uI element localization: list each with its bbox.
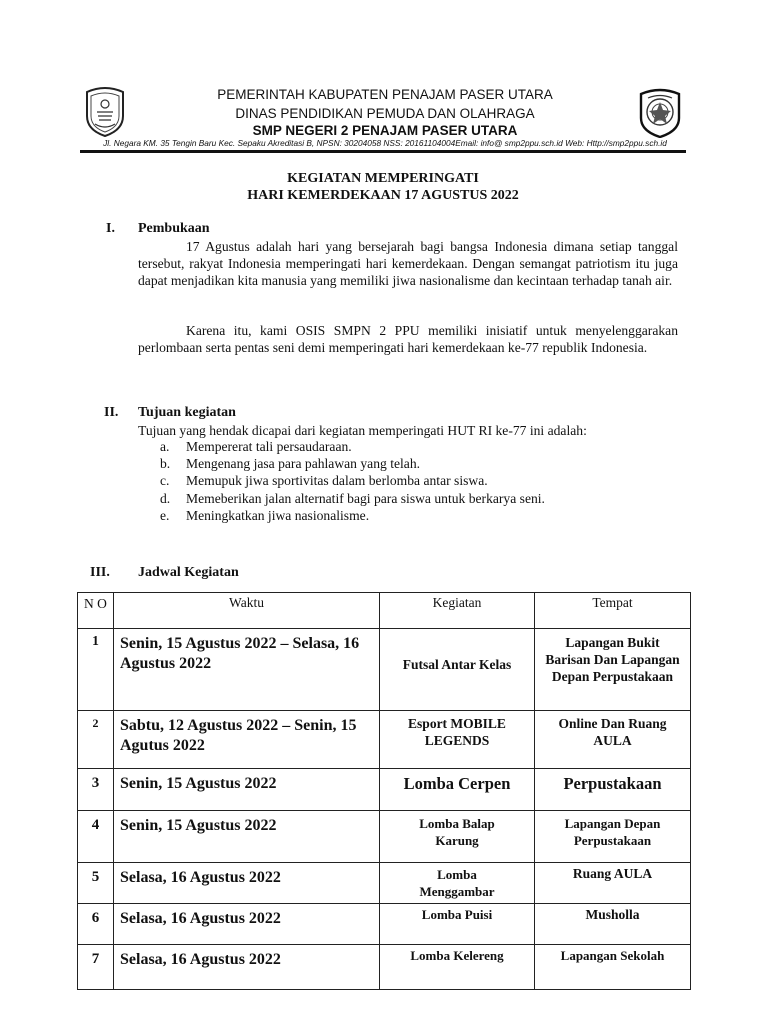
list-item-text: Meningkatkan jiwa nasionalisme. bbox=[186, 507, 370, 523]
row-waktu: Senin, 15 Agustus 2022 – Selasa, 16 Agustus 2022 bbox=[114, 629, 380, 711]
section-1-body bbox=[138, 238, 678, 289]
list-item-text: Memeberikan jalan alternatif bagi para siswa untuk berkarya seni. bbox=[186, 490, 545, 506]
opening-paragraph: 17 Agustus adalah hari yang bersejarah bagi bangsa Indonesia dimana setiap tanggal tersebut, rakyat Indonesia memperingati hari kemerdekaan. Dengan semangat patriotism itu juga dapat menjadikan kita manusia yang memiliki jiwa nasionalisme dan kecintaan terhadap tanah air. bbox=[138, 239, 678, 288]
row-kegiatan: Lomba Puisi bbox=[380, 904, 535, 945]
section-1-number: I. bbox=[106, 221, 115, 236]
row-no: 7 bbox=[78, 945, 114, 990]
row-kegiatan: Lomba Menggambar bbox=[380, 863, 535, 904]
document-title: KEGIATAN MEMPERINGATI bbox=[287, 171, 479, 186]
list-marker: d. bbox=[160, 490, 171, 506]
row-waktu: Selasa, 16 Agustus 2022 bbox=[114, 904, 380, 945]
table-row bbox=[78, 863, 691, 904]
row-kegiatan: Futsal Antar Kelas bbox=[380, 629, 535, 711]
row-kegiatan: Esport MOBILE LEGENDS bbox=[380, 711, 535, 769]
list-item-text: Mempererat tali persaudaraan. bbox=[186, 439, 352, 454]
section-1-body-2 bbox=[138, 322, 678, 356]
header-address: Jl. Negara KM. 35 Tengin Baru Kec. Sepaku Akreditasi B, NPSN: 30204058 NSS: 20161104004Email: info@ smp2ppu.sch.id Web: Http://smp2ppu.sch.id bbox=[103, 138, 667, 148]
objectives-list bbox=[160, 438, 545, 524]
section-1-title: Pembukaan bbox=[138, 221, 210, 236]
section-2-number: II. bbox=[104, 405, 119, 420]
row-kegiatan: Lomba Balap Karung bbox=[380, 811, 535, 863]
document-subtitle: HARI KEMERDEKAAN 17 AGUSTUS 2022 bbox=[247, 188, 519, 203]
row-no: 4 bbox=[78, 811, 114, 863]
header-school-name: SMP NEGERI 2 PENAJAM PASER UTARA bbox=[252, 123, 518, 138]
header-government: PEMERINTAH KABUPATEN PENAJAM PASER UTARA bbox=[217, 87, 553, 102]
row-no: 2 bbox=[78, 711, 114, 769]
table-row bbox=[78, 945, 691, 990]
list-item bbox=[160, 490, 545, 507]
list-marker: e. bbox=[160, 507, 170, 523]
row-no: 3 bbox=[78, 769, 114, 811]
objectives-intro-text: Tujuan yang hendak dicapai dari kegiatan memperingati HUT RI ke-77 ini adalah: bbox=[138, 423, 587, 438]
row-waktu: Selasa, 16 Agustus 2022 bbox=[114, 863, 380, 904]
list-marker: c. bbox=[160, 473, 170, 489]
table-row bbox=[78, 711, 691, 769]
table-row bbox=[78, 904, 691, 945]
list-item bbox=[160, 507, 545, 524]
row-waktu: Senin, 15 Agustus 2022 bbox=[114, 769, 380, 811]
header-divider bbox=[80, 150, 686, 153]
header-waktu: Waktu bbox=[114, 593, 380, 629]
list-item bbox=[160, 472, 545, 489]
table-row bbox=[78, 629, 691, 711]
row-waktu: Selasa, 16 Agustus 2022 bbox=[114, 945, 380, 990]
list-item-text: Memupuk jiwa sportivitas dalam berlomba antar siswa. bbox=[186, 473, 488, 489]
list-marker: b. bbox=[160, 456, 171, 472]
header-kegiatan: Kegiatan bbox=[380, 593, 535, 629]
row-no: 6 bbox=[78, 904, 114, 945]
schedule-table bbox=[77, 592, 691, 990]
row-no: 1 bbox=[78, 629, 114, 711]
header-tempat: Tempat bbox=[535, 593, 691, 629]
header-no: N O bbox=[78, 593, 114, 629]
row-tempat: Lapangan Depan Perpustakaan bbox=[535, 811, 691, 863]
row-tempat: Musholla bbox=[535, 904, 691, 945]
row-tempat: Ruang AULA bbox=[535, 863, 691, 904]
row-tempat: Lapangan Sekolah bbox=[535, 945, 691, 990]
list-item bbox=[160, 455, 545, 472]
row-tempat: Perpustakaan bbox=[535, 769, 691, 811]
section-3-number: III. bbox=[90, 565, 110, 580]
list-item bbox=[160, 438, 545, 455]
row-tempat: Online Dan Ruang AULA bbox=[535, 711, 691, 769]
row-no: 5 bbox=[78, 863, 114, 904]
table-header-row bbox=[78, 593, 691, 629]
section-2-title: Tujuan kegiatan bbox=[138, 405, 236, 420]
row-waktu: Senin, 15 Agustus 2022 bbox=[114, 811, 380, 863]
section-3-title: Jadwal Kegiatan bbox=[138, 565, 239, 580]
table-row bbox=[78, 811, 691, 863]
header-department: DINAS PENDIDIKAN PEMUDA DAN OLAHRAGA bbox=[235, 106, 535, 121]
row-kegiatan: Lomba Kelereng bbox=[380, 945, 535, 990]
row-waktu: Sabtu, 12 Agustus 2022 – Senin, 15 Agutus 2022 bbox=[114, 711, 380, 769]
initiative-paragraph: Karena itu, kami OSIS SMPN 2 PPU memiliki inisiatif untuk menyelenggarakan perlombaan serta pentas seni demi memperingati hari kemerdekaan ke-77 republik Indonesia. bbox=[138, 323, 678, 355]
row-kegiatan: Lomba Cerpen bbox=[380, 769, 535, 811]
table-row bbox=[78, 769, 691, 811]
row-tempat: Lapangan Bukit Barisan Dan Lapangan Depan Perpustakaan bbox=[535, 629, 691, 711]
list-item-text: Mengenang jasa para pahlawan yang telah. bbox=[186, 456, 421, 472]
list-marker: a. bbox=[160, 439, 170, 454]
objectives-intro bbox=[138, 422, 698, 439]
